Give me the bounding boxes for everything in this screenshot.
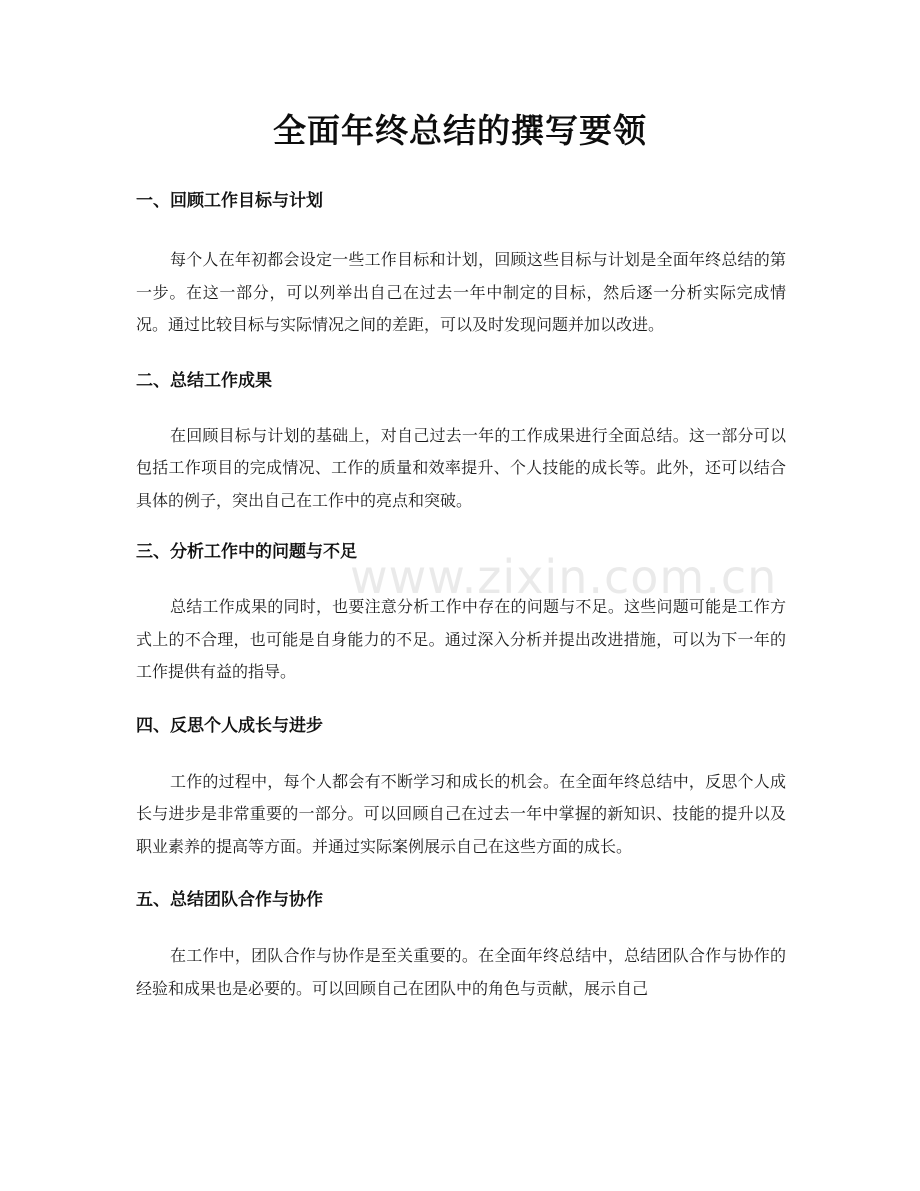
section-heading-2: 二、总结工作成果 [136,370,272,391]
watermark-text: www.zixin.com.cn [350,550,778,604]
section-paragraph-4: 工作的过程中，每个人都会有不断学习和成长的机会。在全面年终总结中，反思个人成长与进步是非常重要的一部分。可以回顾自己在过去一年中掌握的新知识、技能的提升以及职业素养的提高等方面。并通过实际案例展示自己在这些方面的成长。 [136,771,786,856]
section-heading-3: 三、分析工作中的问题与不足 [136,542,357,562]
section-paragraph-5: 在工作中，团队合作与协作是至关重要的。在全面年终总结中，总结团队合作与协作的经验和成果也是必要的。可以回顾自己在团队中的角色与贡献，展示自己 [136,946,786,998]
section-heading-5: 五、总结团队合作与协作 [136,890,323,910]
document-body [136,186,786,1005]
section-paragraph-3: 总结工作成果的同时，也要注意分析工作中存在的问题与不足。这些问题可能是工作方式上的不合理，也可能是自身能力的不足。通过深入分析并提出改进措施，可以为下一年的工作提供有益的指导。 [136,597,786,681]
section-paragraph-1: 每个人在年初都会设定一些工作目标和计划，回顾这些目标与计划是全面年终总结的第一步。在这一部分，可以列举出自己在过去一年中制定的目标，然后逐一分析实际完成情况。通过比较目标与实际情况之间的差距，可以及时发现问题并加以改进。 [136,250,786,334]
section-heading-4: 四、反思个人成长与进步 [136,715,323,736]
section-paragraph-2: 在回顾目标与计划的基础上，对自己过去一年的工作成果进行全面总结。这一部分可以包括工作项目的完成情况、工作的质量和效率提升、个人技能的成长等。此外，还可以结合具体的例子，突出自己在工作中的亮点和突破。 [136,425,786,510]
document-title: 全面年终总结的撰写要领 [273,111,647,150]
section-heading-1: 一、回顾工作目标与计划 [136,191,323,211]
